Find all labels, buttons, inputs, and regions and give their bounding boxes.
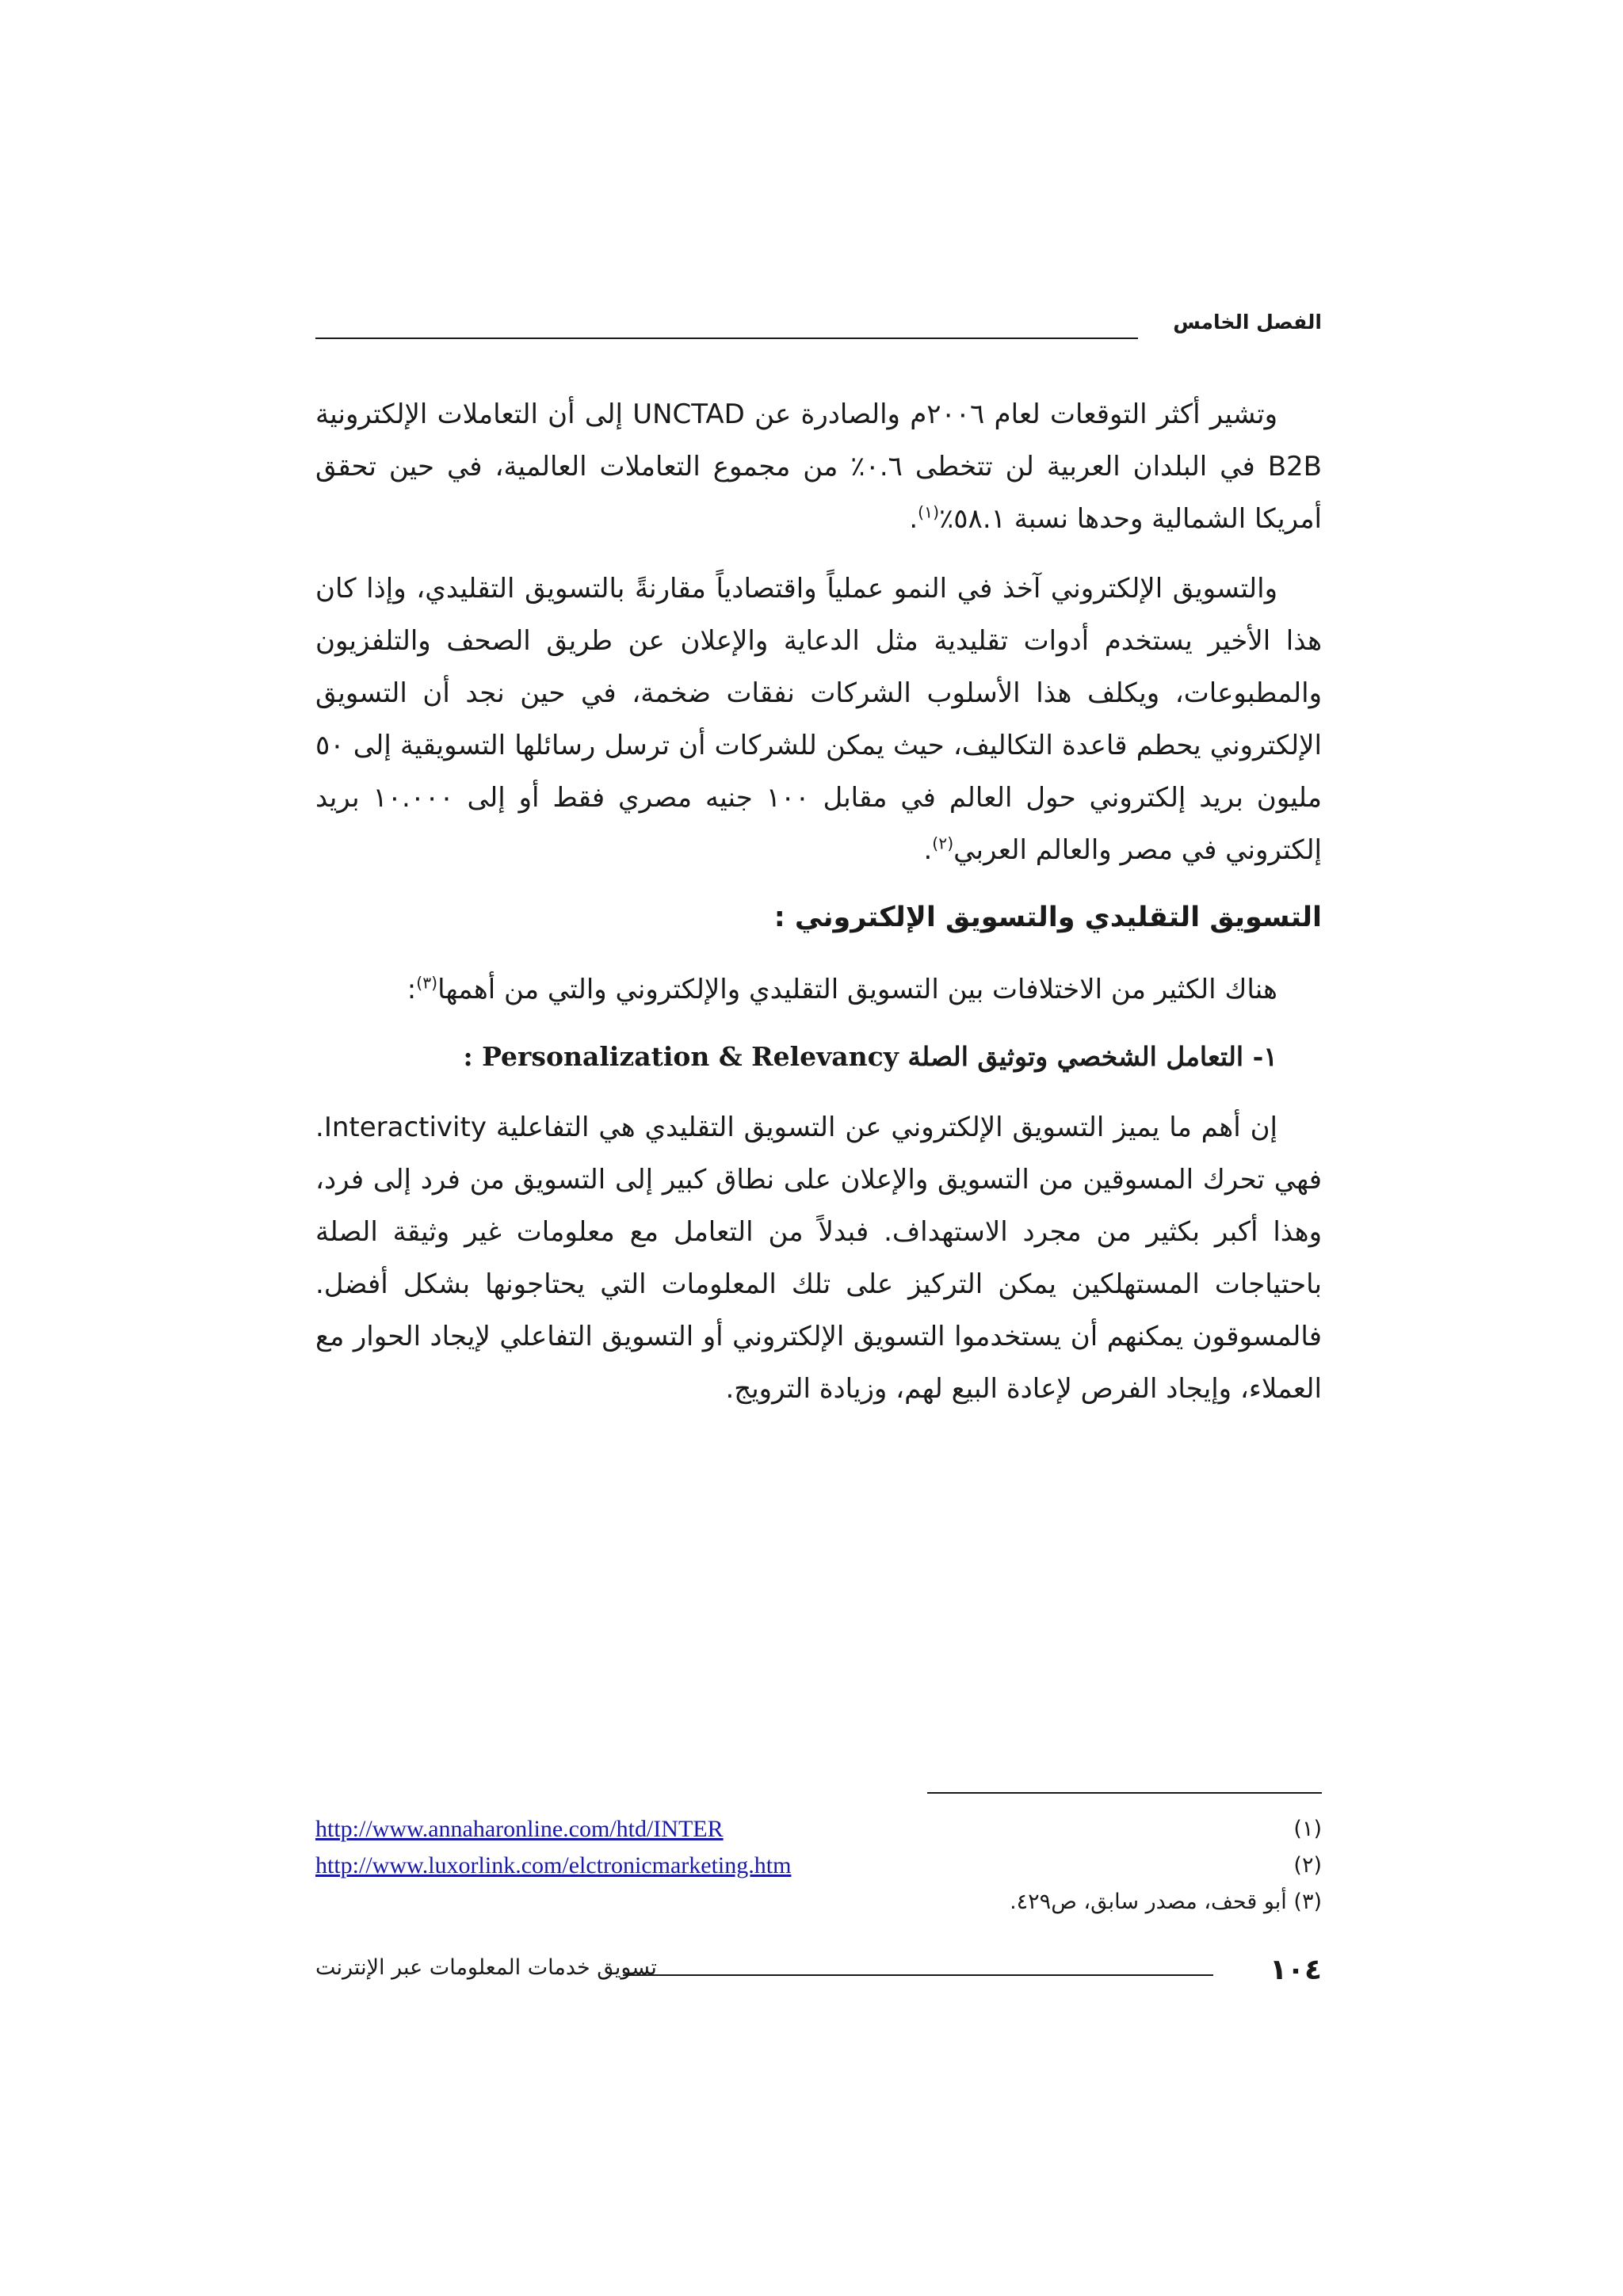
footnote-ref-1: (١)	[918, 502, 940, 522]
footnote-3	[315, 1884, 1322, 1920]
paragraph-2	[315, 563, 1322, 876]
paragraph-1-end: .	[909, 503, 918, 535]
running-footer	[315, 1954, 1322, 1993]
footnote-2-number: (٢)	[1293, 1853, 1322, 1878]
footnote-ref-2: (٢)	[932, 833, 954, 853]
section-heading: التسويق التقليدي والتسويق الإلكتروني :	[773, 902, 1322, 933]
paragraph-1	[315, 388, 1322, 545]
footnote-1	[315, 1811, 1322, 1848]
paragraph-1-text: وتشير أكثر التوقعات لعام ٢٠٠٦م والصادرة عن UNCTAD إلى أن التعاملات الإلكترونية B2B في البلدان العربية لن تتخطى ٠.٦٪ من مجموع التعاملات العالمية، في حين تحقق أمريكا الشمالية وحدها نسبة ٥٨.١٪	[315, 399, 1322, 535]
subsection-heading: ١- التعامل الشخصي وتوثيق الصلة Personalization & Relevancy :	[463, 1041, 1277, 1072]
footnote-2	[315, 1848, 1322, 1884]
footer-rule	[623, 1974, 1213, 1976]
paragraph-3-end: :	[407, 974, 417, 1005]
paragraph-4: إن أهم ما يميز التسويق الإلكتروني عن التسويق التقليدي هي التفاعلية Interactivity. فهي تحرك المسوقين من التسويق والإعلان على نطاق كبير إلى التسويق من فرد إلى فرد، وهذا أكبر بكثير من مجرد الاستهداف. فبدلاً من التعامل مع معلومات غير وثيقة الصلة باحتياجات المستهلكين يمكن التركيز على تلك المعلومات التي يحتاجونها بشكل أفضل. فالمسوقون يمكنهم أن يستخدموا التسويق الإلكتروني أو التسويق التفاعلي لإيجاد الحوار مع العملاء، وإيجاد الفرص لإعادة البيع لهم، وزيادة الترويج.	[315, 1112, 1322, 1405]
footnote-separator	[927, 1792, 1322, 1794]
paragraph-2-end: .	[923, 834, 933, 866]
paragraph-2-text: والتسويق الإلكتروني آخذ في النمو عملياً واقتصادياً مقارنةً بالتسويق التقليدي، وإذا كان هذا الأخير يستخدم أدوات تقليدية مثل الدعاية والإعلان عن طريق الصحف والتلفزيون والمطبوعات، ويكلف هذا الأسلوب الشركات نفقات ضخمة، في حين نجد أن التسويق الإلكتروني يحطم قاعدة التكاليف، حيث يمكن للشركات أن ترسل رسائلها التسويقية إلى ٥٠ مليون بريد إلكتروني حول العالم في مقابل ١٠٠ جنيه مصري فقط أو إلى ١٠.٠٠٠ بريد إلكتروني في مصر والعالم العربي	[315, 573, 1323, 866]
page-number: ١٠٤	[1270, 1954, 1322, 1986]
header-rule	[315, 338, 1138, 339]
footnote-ref-3: (٣)	[416, 973, 438, 993]
footnote-3-text: (٣) أبو قحف، مصدر سابق، ص٤٢٩.	[1010, 1890, 1322, 1914]
running-header	[315, 311, 1322, 350]
footnote-1-link[interactable]: http://www.annaharonline.com/htd/INTER	[315, 1816, 724, 1842]
paragraph-3-text: هناك الكثير من الاختلافات بين التسويق التقليدي والإلكتروني والتي من أهمها	[437, 974, 1277, 1005]
chapter-title: الفصل الخامس	[1173, 311, 1322, 334]
body-text	[315, 388, 1322, 1432]
footnote-2-link[interactable]: http://www.luxorlink.com/elctronicmarketing.htm	[315, 1852, 792, 1878]
paragraph-3	[315, 963, 1322, 1016]
footnotes	[315, 1811, 1322, 1920]
book-title: تسويق خدمات المعلومات عبر الإنترنت	[315, 1955, 657, 1980]
footnote-1-number: (١)	[1293, 1817, 1322, 1841]
